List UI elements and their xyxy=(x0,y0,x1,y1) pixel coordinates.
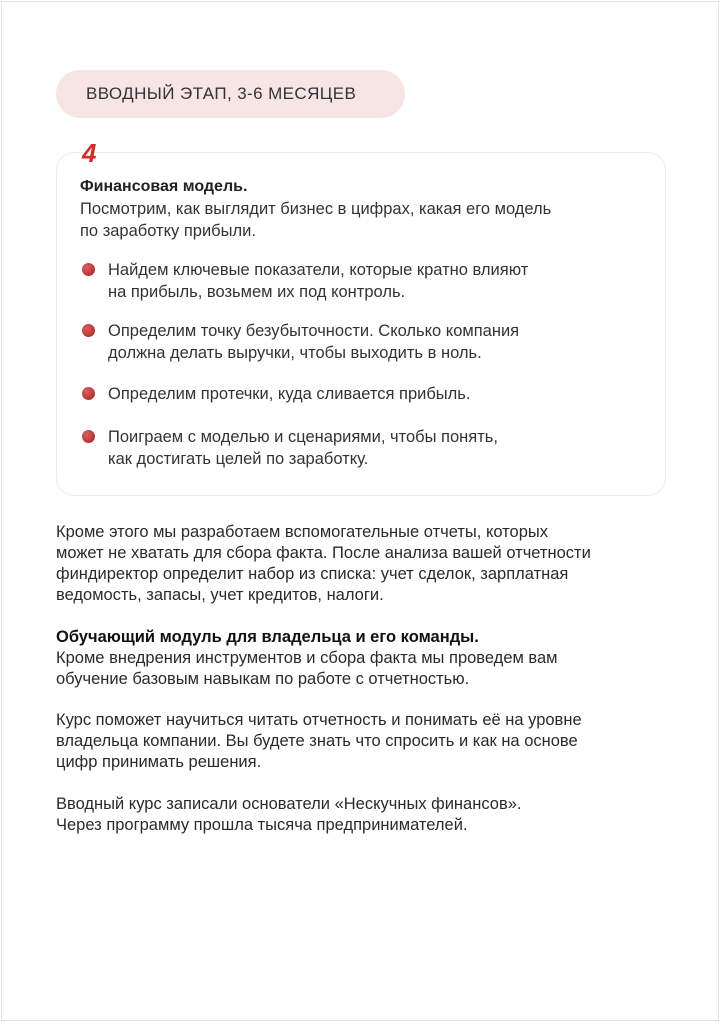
bullet-item xyxy=(82,383,642,405)
founders-paragraph xyxy=(56,794,696,836)
stage-label: ВВОДНЫЙ ЭТАП, 3-6 МЕСЯЦЕВ xyxy=(86,84,357,103)
text-line: Вводный курс записали основатели «Нескучных финансов». xyxy=(56,795,522,813)
course-paragraph xyxy=(56,710,696,773)
text-line: должна делать выручки, чтобы выходить в ноль. xyxy=(108,344,482,362)
text-line: по заработку прибыли. xyxy=(80,222,256,240)
reports-paragraph xyxy=(56,522,696,606)
text-line: Кроме этого мы разработаем вспомогательные отчеты, которых xyxy=(56,523,549,541)
text-line: финдиректор определит набор из списка: учет сделок, зарплатная xyxy=(56,565,569,583)
text-line: Посмотрим, как выглядит бизнес в цифрах, какая его модель xyxy=(80,200,552,218)
module-section xyxy=(56,627,696,690)
text-line: цифр принимать решения. xyxy=(56,753,262,771)
bullet-dot-icon xyxy=(82,324,95,337)
text-line: Определим протечки, куда сливается прибыль. xyxy=(108,385,471,403)
bullet-item xyxy=(82,426,642,470)
text-line: Через программу прошла тысяча предпринимателей. xyxy=(56,816,468,834)
text-line: Курс поможет научиться читать отчетность и понимать её на уровне xyxy=(56,711,582,729)
bullet-dot-icon xyxy=(82,430,95,443)
text-line: ведомость, запасы, учет кредитов, налоги. xyxy=(56,586,384,604)
text-line: Найдем ключевые показатели, которые кратно влияют xyxy=(108,261,529,279)
stage-badge xyxy=(56,70,405,118)
text-line: Кроме внедрения инструментов и сбора факта мы проведем вам xyxy=(56,649,558,667)
bullet-dot-icon xyxy=(82,263,95,276)
card-description xyxy=(80,198,640,242)
bullet-item xyxy=(82,320,642,364)
text-line: обучение базовым навыкам по работе с отчетностью. xyxy=(56,670,470,688)
step-number: 4 xyxy=(82,138,97,168)
text-line: владельца компании. Вы будете знать что спросить и как на основе xyxy=(56,732,578,750)
card-title: Финансовая модель. xyxy=(80,178,248,195)
text-line: может не хватать для сбора факта. После анализа вашей отчетности xyxy=(56,544,591,562)
bullet-dot-icon xyxy=(82,387,95,400)
text-line: Определим точку безубыточности. Сколько компания xyxy=(108,322,520,340)
text-line: как достигать целей по заработку. xyxy=(108,450,369,468)
module-title: Обучающий модуль для владельца и его команды. xyxy=(56,628,479,646)
text-line: на прибыль, возьмем их под контроль. xyxy=(108,283,406,301)
bullet-item xyxy=(82,259,642,303)
text-line: Поиграем с моделью и сценариями, чтобы понять, xyxy=(108,428,498,446)
